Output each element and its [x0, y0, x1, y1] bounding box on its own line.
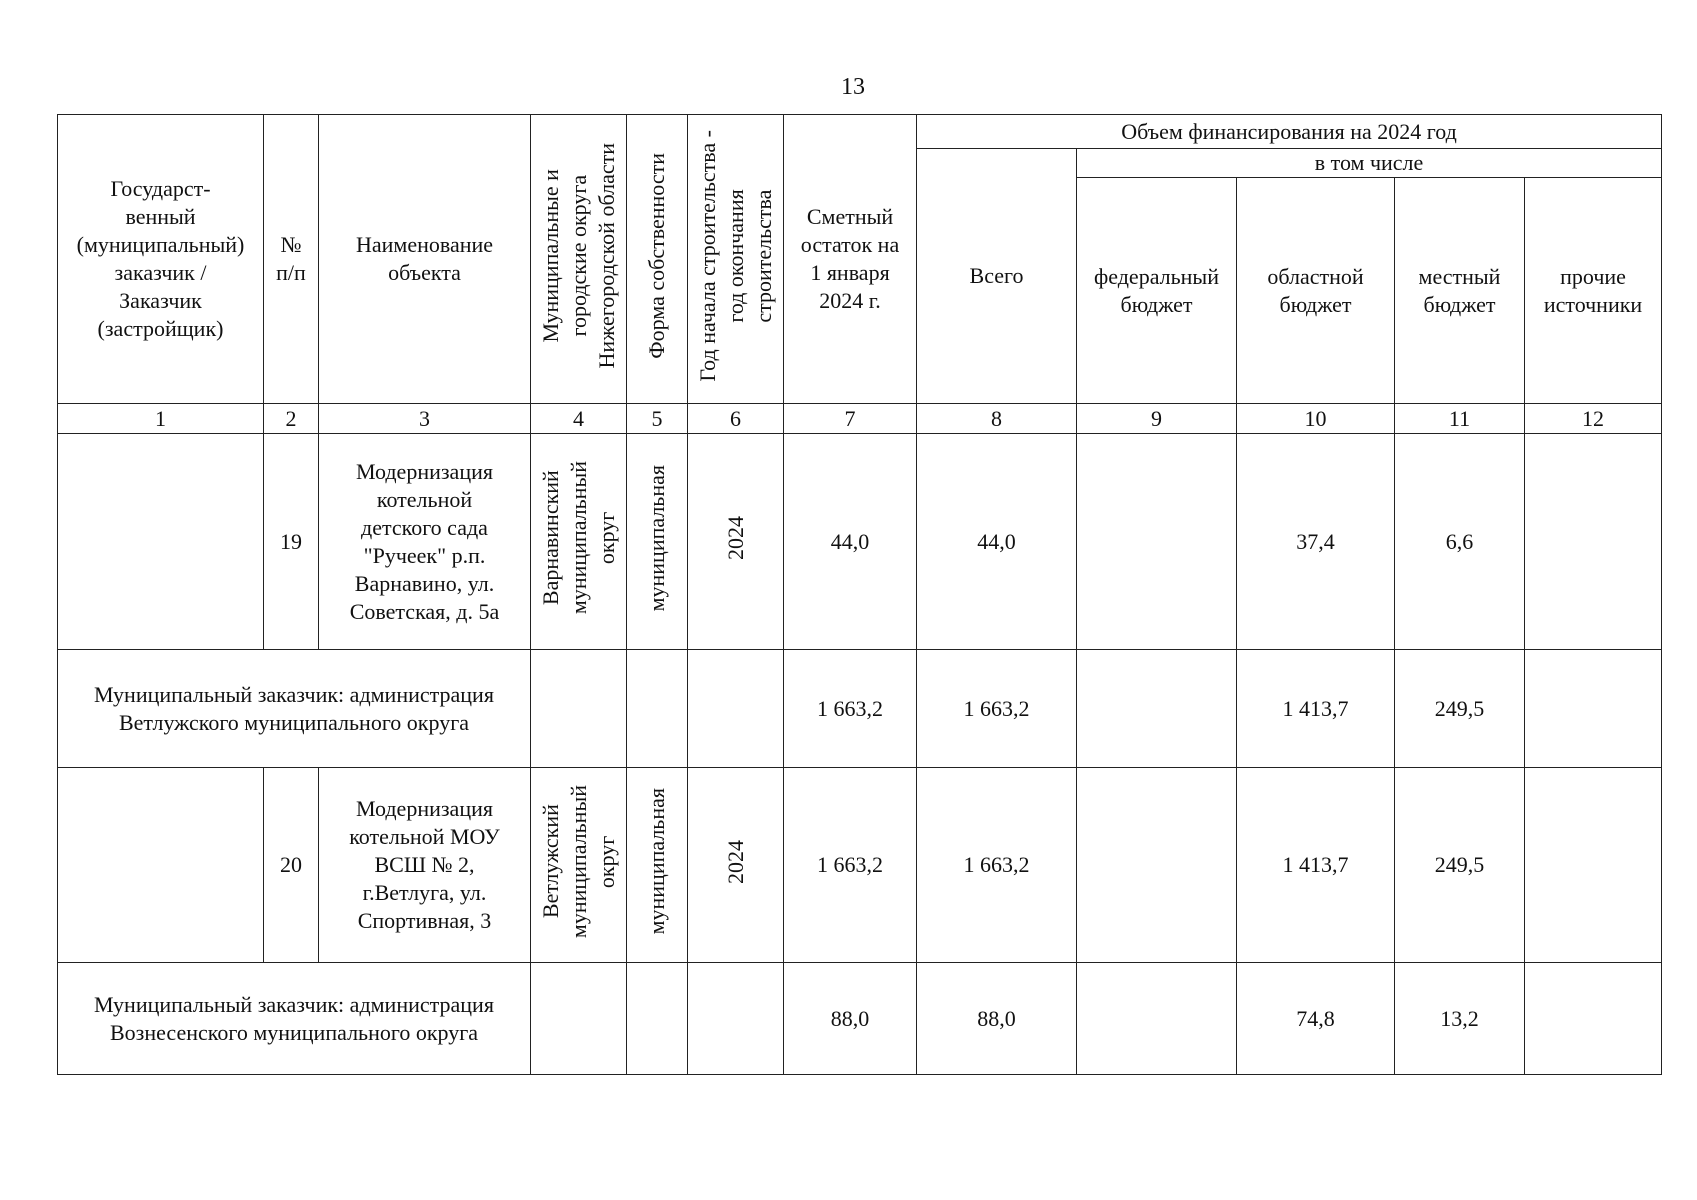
- balance-value: 44,0: [784, 434, 917, 650]
- header-balance: Сметный остаток на 1 января 2024 г.: [784, 115, 917, 404]
- column-number: 2: [264, 404, 319, 434]
- column-number: 12: [1525, 404, 1662, 434]
- regional-value: 1 413,7: [1237, 768, 1395, 963]
- local-value: 6,6: [1395, 434, 1525, 650]
- header-other: прочие источники: [1525, 178, 1662, 404]
- row-number: 20: [264, 768, 319, 963]
- column-number: 1: [58, 404, 264, 434]
- ownership: муниципальная: [627, 434, 688, 650]
- column-number: 11: [1395, 404, 1525, 434]
- federal-value: [1077, 768, 1237, 963]
- ownership: [627, 963, 688, 1075]
- header-regional: областной бюджет: [1237, 178, 1395, 404]
- customer-label: Муниципальный заказчик: администрация Ветлужского муниципального округа: [58, 650, 531, 768]
- balance-value: 1 663,2: [784, 650, 917, 768]
- other-value: [1525, 434, 1662, 650]
- total-value: 1 663,2: [917, 650, 1077, 768]
- table-row: [58, 434, 1662, 650]
- ownership: [627, 650, 688, 768]
- header-object-name: Наименование объекта: [319, 115, 531, 404]
- row-number: 19: [264, 434, 319, 650]
- regional-value: 74,8: [1237, 963, 1395, 1075]
- header-federal: федеральный бюджет: [1077, 178, 1237, 404]
- header-number: № п/п: [264, 115, 319, 404]
- header-including: в том числе: [1077, 149, 1662, 178]
- column-number: 7: [784, 404, 917, 434]
- column-number: 10: [1237, 404, 1395, 434]
- object-name: Модернизация котельной детского сада "Ручеек" р.п. Варнавино, ул. Советская, д. 5а: [319, 434, 531, 650]
- other-value: [1525, 768, 1662, 963]
- page-number: 13: [841, 74, 865, 100]
- column-number: 8: [917, 404, 1077, 434]
- table-row: [58, 768, 1662, 963]
- total-value: 88,0: [917, 963, 1077, 1075]
- column-number: 4: [531, 404, 627, 434]
- years: [688, 963, 784, 1075]
- column-number: 3: [319, 404, 531, 434]
- federal-value: [1077, 434, 1237, 650]
- regional-value: 1 413,7: [1237, 650, 1395, 768]
- header-ownership: Форма собственности: [627, 115, 688, 404]
- column-numbers-row: [58, 404, 1662, 434]
- total-value: 1 663,2: [917, 768, 1077, 963]
- local-value: 249,5: [1395, 768, 1525, 963]
- local-value: 13,2: [1395, 963, 1525, 1075]
- federal-value: [1077, 650, 1237, 768]
- balance-value: 1 663,2: [784, 768, 917, 963]
- years: 2024: [688, 434, 784, 650]
- years: 2024: [688, 768, 784, 963]
- header-row: [58, 115, 1662, 149]
- header-customer: Государст- венный (муниципальный) заказчик / Заказчик (застройщик): [58, 115, 264, 404]
- district: [531, 963, 627, 1075]
- local-value: 249,5: [1395, 650, 1525, 768]
- column-number: 5: [627, 404, 688, 434]
- balance-value: 88,0: [784, 963, 917, 1075]
- header-local: местный бюджет: [1395, 178, 1525, 404]
- customer-row: [58, 650, 1662, 768]
- other-value: [1525, 963, 1662, 1075]
- header-years: Год начала строительства - год окончания строительства: [688, 115, 784, 404]
- total-value: 44,0: [917, 434, 1077, 650]
- district: Ветлужский муниципальный округ: [531, 768, 627, 963]
- header-financing: Объем финансирования на 2024 год: [917, 115, 1662, 149]
- customer-label: Муниципальный заказчик: администрация Вознесенского муниципального округа: [58, 963, 531, 1075]
- financing-table: [57, 114, 1662, 1075]
- column-number: 9: [1077, 404, 1237, 434]
- customer-row: [58, 963, 1662, 1075]
- customer-cell: [58, 768, 264, 963]
- regional-value: 37,4: [1237, 434, 1395, 650]
- object-name: Модернизация котельной МОУ ВСШ № 2, г.Ветлуга, ул. Спортивная, 3: [319, 768, 531, 963]
- ownership: муниципальная: [627, 768, 688, 963]
- district: Варнавинский муниципальный округ: [531, 434, 627, 650]
- header-district: Муниципальные и городские округа Нижегородской области: [531, 115, 627, 404]
- district: [531, 650, 627, 768]
- other-value: [1525, 650, 1662, 768]
- customer-cell: [58, 434, 264, 650]
- years: [688, 650, 784, 768]
- column-number: 6: [688, 404, 784, 434]
- federal-value: [1077, 963, 1237, 1075]
- header-total: Всего: [917, 149, 1077, 404]
